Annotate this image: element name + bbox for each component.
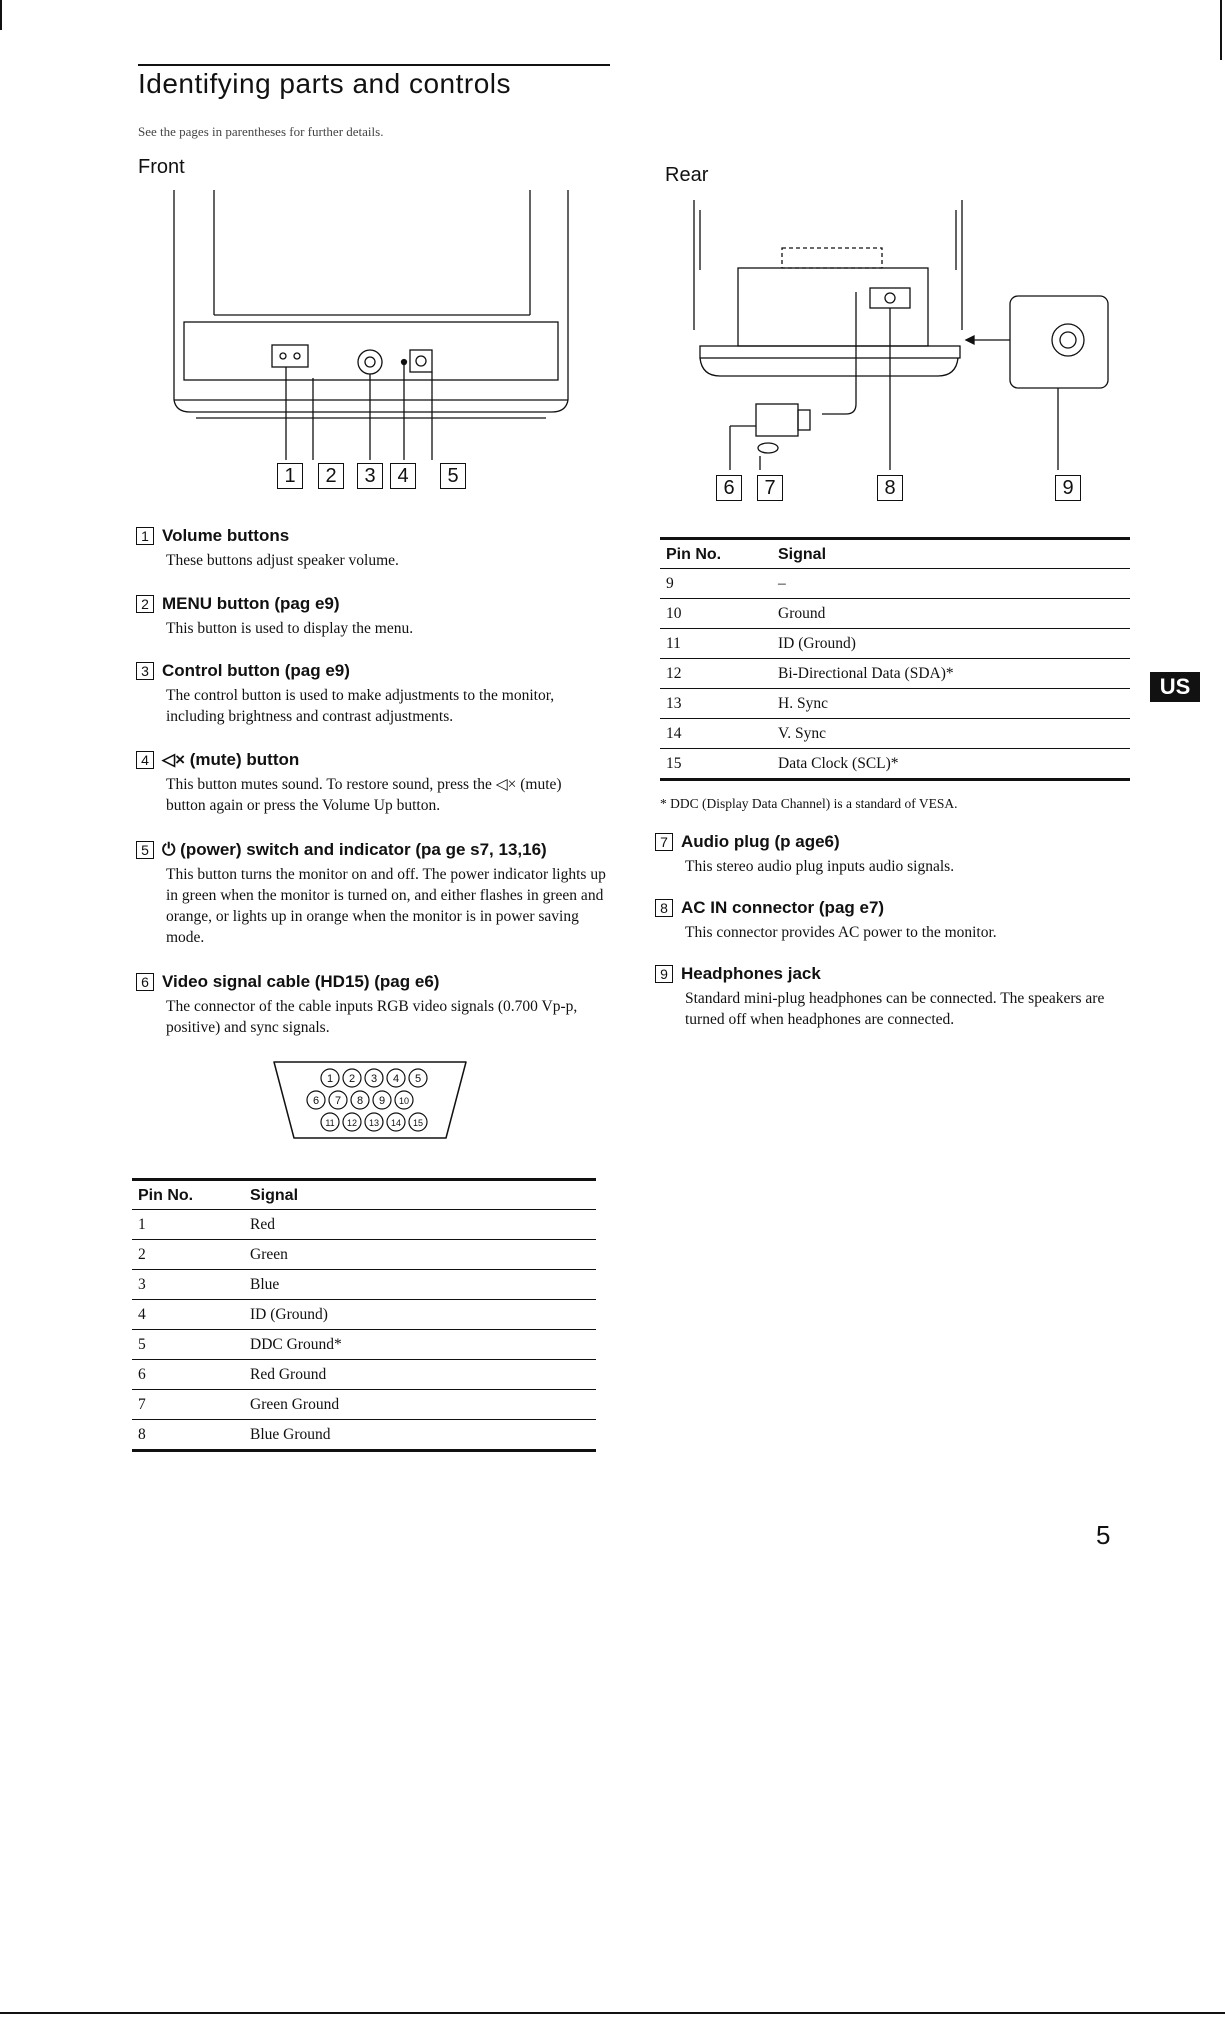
rear-callout-7: 7 bbox=[757, 475, 783, 501]
cell-pin-no: 14 bbox=[660, 719, 772, 749]
title-rule bbox=[138, 64, 610, 66]
connector-pin-label: 14 bbox=[390, 1118, 402, 1128]
item-title: Headphones jack bbox=[681, 964, 821, 983]
item-title: ◁× (mute) button bbox=[162, 750, 300, 769]
front-callout-2: 2 bbox=[318, 463, 344, 489]
table-row bbox=[132, 1420, 596, 1451]
cell-pin-no: 9 bbox=[660, 569, 772, 599]
cell-pin-no: 2 bbox=[132, 1240, 244, 1270]
item-number: 2 bbox=[136, 595, 154, 613]
table-row bbox=[660, 629, 1130, 659]
item-number: 7 bbox=[655, 833, 673, 851]
cell-signal: Red bbox=[244, 1210, 596, 1240]
connector-pin-label: 15 bbox=[412, 1118, 424, 1128]
item-number: 6 bbox=[136, 973, 154, 991]
cell-signal: V. Sync bbox=[772, 719, 1130, 749]
cell-signal: – bbox=[772, 569, 1130, 599]
page-title: Identifying parts and controls bbox=[138, 68, 511, 99]
table-row bbox=[132, 1390, 596, 1420]
cell-signal: DDC Ground* bbox=[244, 1330, 596, 1360]
table-row bbox=[132, 1270, 596, 1300]
front-callout-1: 1 bbox=[277, 463, 303, 489]
table-row bbox=[660, 599, 1130, 629]
connector-pin-label: 11 bbox=[325, 1118, 335, 1128]
col-signal: Signal bbox=[244, 1180, 596, 1210]
cell-pin-no: 13 bbox=[660, 689, 772, 719]
table-row bbox=[660, 749, 1130, 780]
front-item-3 bbox=[136, 661, 606, 727]
col-pin-no: Pin No. bbox=[132, 1180, 244, 1210]
cell-pin-no: 1 bbox=[132, 1210, 244, 1240]
cell-pin-no: 3 bbox=[132, 1270, 244, 1300]
connector-pin-label: 13 bbox=[368, 1118, 380, 1128]
right-edge-line bbox=[1220, 0, 1222, 60]
table-row bbox=[132, 1240, 596, 1270]
rear-monitor-illustration bbox=[690, 200, 1125, 490]
item-title: MENU button (pag e9) bbox=[162, 594, 340, 613]
rear-callout-6: 6 bbox=[716, 475, 742, 501]
page-subtitle: See the pages in parentheses for further details. bbox=[138, 124, 384, 139]
table-row bbox=[132, 1360, 596, 1390]
cell-signal: Green Ground bbox=[244, 1390, 596, 1420]
cell-signal: Data Clock (SCL)* bbox=[772, 749, 1130, 780]
ddc-footnote: * DDC (Display Data Channel) is a standard of VESA. bbox=[660, 796, 958, 811]
connector-pin-label: 12 bbox=[346, 1118, 358, 1128]
rear-item-9 bbox=[655, 964, 1125, 1030]
table-row bbox=[660, 659, 1130, 689]
pin-table-left bbox=[132, 1178, 596, 1452]
item-body: This stereo audio plug inputs audio signals. bbox=[685, 858, 955, 875]
cell-signal: ID (Ground) bbox=[772, 629, 1130, 659]
pin-table-right bbox=[660, 537, 1130, 781]
cell-signal: ID (Ground) bbox=[244, 1300, 596, 1330]
connector-pin-label: 5 bbox=[414, 1073, 422, 1085]
connector-pin-label: 9 bbox=[378, 1095, 386, 1107]
cell-signal: Blue bbox=[244, 1270, 596, 1300]
cell-signal: Blue Ground bbox=[244, 1420, 596, 1451]
bottom-edge-line bbox=[0, 2012, 1225, 2014]
item-number: 3 bbox=[136, 662, 154, 680]
item-number: 9 bbox=[655, 965, 673, 983]
item-number: 4 bbox=[136, 751, 154, 769]
table-row bbox=[132, 1330, 596, 1360]
connector-pin-label: 6 bbox=[312, 1095, 320, 1107]
col-pin-no: Pin No. bbox=[660, 539, 772, 569]
connector-pin-label: 4 bbox=[392, 1073, 400, 1085]
page-number: 5 bbox=[1096, 1520, 1111, 1550]
front-item-5 bbox=[136, 840, 616, 948]
cell-pin-no: 11 bbox=[660, 629, 772, 659]
cell-pin-no: 5 bbox=[132, 1330, 244, 1360]
rear-callout-8: 8 bbox=[877, 475, 903, 501]
item-body: The control button is used to make adjustments to the monitor, including brightness and contrast adjustments. bbox=[166, 687, 555, 725]
rear-item-7 bbox=[655, 832, 1125, 877]
cell-pin-no: 15 bbox=[660, 749, 772, 780]
table-row bbox=[132, 1210, 596, 1240]
connector-pin-label: 10 bbox=[398, 1096, 410, 1106]
table-row bbox=[132, 1300, 596, 1330]
table-row bbox=[660, 569, 1130, 599]
connector-pin-label: 1 bbox=[326, 1073, 334, 1085]
cell-pin-no: 12 bbox=[660, 659, 772, 689]
item-body: This connector provides AC power to the monitor. bbox=[685, 924, 997, 941]
connector-pin-label: 7 bbox=[334, 1095, 342, 1107]
cell-pin-no: 8 bbox=[132, 1420, 244, 1451]
item-number: 8 bbox=[655, 899, 673, 917]
front-item-2 bbox=[136, 594, 606, 639]
item-number: 5 bbox=[136, 841, 154, 859]
item-body: This button turns the monitor on and off. The power indicator lights up in green when the monitor is turned on, and either flashes in green and orange, or lights up in orange when the monitor is in power saving mode. bbox=[166, 866, 606, 946]
item-body: Standard mini-plug headphones can be connected. The speakers are turned off when headphones are connected. bbox=[685, 990, 1105, 1028]
connector-pin-label: 8 bbox=[356, 1095, 364, 1107]
item-title: Control button (pag e9) bbox=[162, 661, 350, 680]
left-edge-line bbox=[0, 0, 2, 30]
rear-item-8 bbox=[655, 898, 1125, 943]
item-body: The connector of the cable inputs RGB video signals (0.700 Vp-p, positive) and sync signals. bbox=[166, 998, 578, 1036]
cell-signal: Green bbox=[244, 1240, 596, 1270]
front-callout-5: 5 bbox=[440, 463, 466, 489]
item-title: Audio plug (p age6) bbox=[681, 832, 840, 851]
connector-pin-label: 3 bbox=[370, 1073, 378, 1085]
item-body: These buttons adjust speaker volume. bbox=[166, 552, 399, 569]
item-title: Volume buttons bbox=[162, 526, 290, 545]
cell-pin-no: 7 bbox=[132, 1390, 244, 1420]
table-row bbox=[660, 719, 1130, 749]
cell-pin-no: 10 bbox=[660, 599, 772, 629]
front-item-1 bbox=[136, 526, 606, 571]
rear-callout-9: 9 bbox=[1055, 475, 1081, 501]
cell-pin-no: 6 bbox=[132, 1360, 244, 1390]
table-row bbox=[660, 689, 1130, 719]
item-title: AC IN connector (pag e7) bbox=[681, 898, 885, 917]
cell-signal: Red Ground bbox=[244, 1360, 596, 1390]
item-title: Video signal cable (HD15) (pag e6) bbox=[162, 972, 440, 991]
cell-signal: Ground bbox=[772, 599, 1130, 629]
cell-signal: H. Sync bbox=[772, 689, 1130, 719]
item-body: This button mutes sound. To restore sound, press the ◁× (mute) button again or press the Volume Up button. bbox=[166, 776, 562, 814]
item-number: 1 bbox=[136, 527, 154, 545]
front-callout-3: 3 bbox=[357, 463, 383, 489]
cell-pin-no: 4 bbox=[132, 1300, 244, 1330]
hd15-connector-diagram bbox=[270, 1058, 470, 1142]
language-tab-us: US bbox=[1150, 672, 1200, 702]
cell-signal: Bi-Directional Data (SDA)* bbox=[772, 659, 1130, 689]
item-title: ⏻ (power) switch and indicator (pa ge s7, 13,16) bbox=[162, 840, 547, 859]
rear-label: Rear bbox=[665, 164, 709, 186]
front-item-4 bbox=[136, 750, 606, 816]
front-item-6 bbox=[136, 972, 616, 1038]
item-body: This button is used to display the menu. bbox=[166, 620, 414, 637]
connector-pin-label: 2 bbox=[348, 1073, 356, 1085]
front-monitor-illustration bbox=[170, 190, 580, 500]
front-callout-4: 4 bbox=[390, 463, 416, 489]
front-label: Front bbox=[138, 156, 185, 178]
col-signal: Signal bbox=[772, 539, 1130, 569]
